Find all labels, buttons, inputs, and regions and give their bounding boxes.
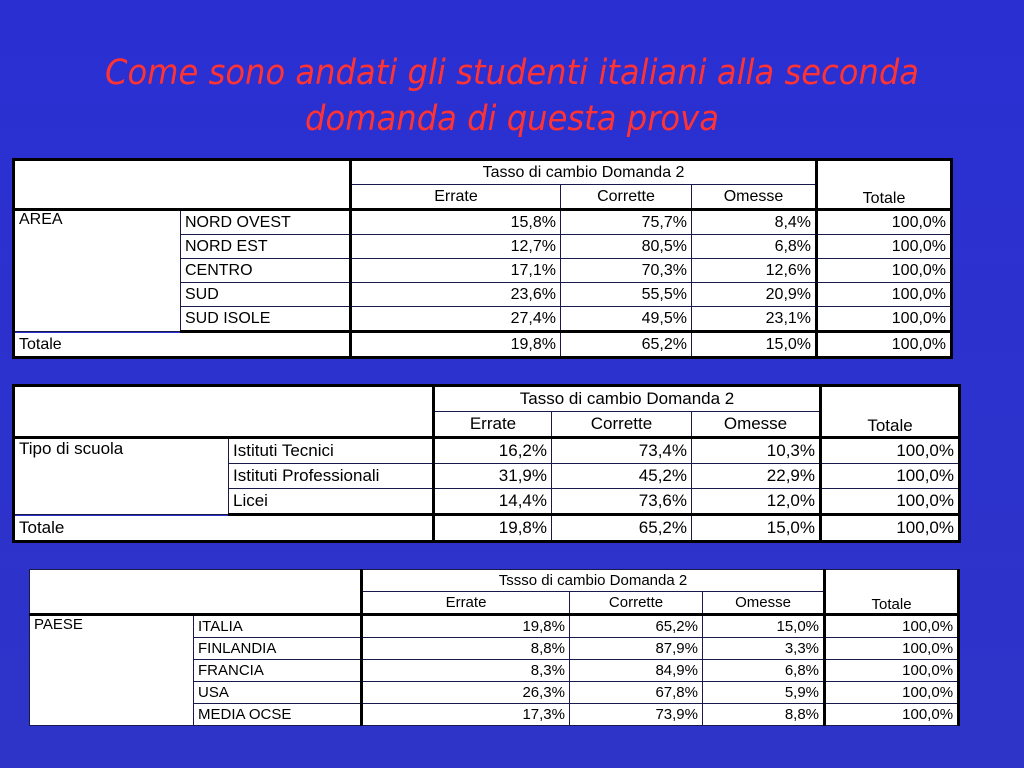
cell-errate: 14,4% [434,489,552,515]
table-row [14,438,960,464]
cell-errate: 17,3% [362,704,570,726]
cell-totale: 100,0% [821,515,960,542]
header-corner [14,386,434,438]
cell-errate: 19,8% [351,332,561,358]
header-corrette: Corrette [570,592,703,615]
table-paese [29,569,960,726]
cell-totale: 100,0% [817,283,952,307]
header-corner [30,570,362,615]
table-row [30,615,959,638]
cell-errate: 15,8% [351,210,561,235]
cell-omesse: 8,4% [692,210,817,235]
cell-totale: 100,0% [817,307,952,332]
category-label: AREA [14,210,181,332]
row-label: USA [194,682,362,704]
cell-corrette: 45,2% [552,464,692,489]
cell-omesse: 5,9% [703,682,825,704]
header-omesse: Omesse [703,592,825,615]
row-label: NORD OVEST [181,210,351,235]
cell-omesse: 6,8% [703,660,825,682]
cell-errate: 19,8% [434,515,552,542]
group-header: Tasso di cambio Domanda 2 [351,160,817,185]
row-label: SUD ISOLE [181,307,351,332]
cell-totale: 100,0% [817,332,952,358]
cell-omesse: 20,9% [692,283,817,307]
total-row [14,515,960,542]
row-label: FINLANDIA [194,638,362,660]
header-totale: Totale [817,160,952,210]
cell-corrette: 65,2% [552,515,692,542]
cell-corrette: 65,2% [561,332,692,358]
cell-omesse: 15,0% [692,515,821,542]
row-label: NORD EST [181,235,351,259]
row-label: Istituti Tecnici [229,438,434,464]
cell-corrette: 49,5% [561,307,692,332]
cell-totale: 100,0% [825,682,959,704]
total-row-label: Totale [14,332,351,358]
header-omesse: Omesse [692,185,817,210]
cell-omesse: 12,6% [692,259,817,283]
cell-corrette: 84,9% [570,660,703,682]
cell-errate: 8,3% [362,660,570,682]
slide-title-line-1: Come sono andati gli studenti italiani alla seconda [104,53,920,93]
cell-errate: 16,2% [434,438,552,464]
row-label: Licei [229,489,434,515]
cell-totale: 100,0% [825,704,959,726]
row-label: MEDIA OCSE [194,704,362,726]
cell-omesse: 6,8% [692,235,817,259]
cell-corrette: 73,9% [570,704,703,726]
cell-corrette: 55,5% [561,283,692,307]
row-label: SUD [181,283,351,307]
total-row [14,332,952,358]
cell-omesse: 12,0% [692,489,821,515]
header-totale: Totale [821,386,960,438]
cell-omesse: 15,0% [703,615,825,638]
row-label: ITALIA [194,615,362,638]
cell-errate: 31,9% [434,464,552,489]
group-header: Tssso di cambio Domanda 2 [362,570,825,592]
group-header: Tasso di cambio Domanda 2 [434,386,821,412]
cell-omesse: 10,3% [692,438,821,464]
row-label: CENTRO [181,259,351,283]
table-row [14,210,952,235]
cell-omesse: 23,1% [692,307,817,332]
table-tipo-scuola [12,384,961,543]
cell-errate: 26,3% [362,682,570,704]
header-omesse: Omesse [692,412,821,438]
cell-totale: 100,0% [825,615,959,638]
cell-totale: 100,0% [821,438,960,464]
cell-corrette: 75,7% [561,210,692,235]
cell-corrette: 73,6% [552,489,692,515]
row-label: Istituti Professionali [229,464,434,489]
header-corrette: Corrette [552,412,692,438]
header-errate: Errate [362,592,570,615]
table-area [12,158,953,359]
slide-title [41,50,983,142]
cell-totale: 100,0% [825,660,959,682]
cell-errate: 17,1% [351,259,561,283]
cell-omesse: 22,9% [692,464,821,489]
cell-errate: 23,6% [351,283,561,307]
header-corner [14,160,351,210]
header-errate: Errate [351,185,561,210]
cell-errate: 19,8% [362,615,570,638]
cell-corrette: 67,8% [570,682,703,704]
cell-corrette: 65,2% [570,615,703,638]
cell-totale: 100,0% [825,638,959,660]
slide-title-line-2: domanda di questa prova [305,99,719,139]
cell-omesse: 3,3% [703,638,825,660]
cell-totale: 100,0% [817,210,952,235]
category-label: Tipo di scuola [14,438,229,515]
cell-totale: 100,0% [817,259,952,283]
cell-errate: 27,4% [351,307,561,332]
cell-totale: 100,0% [821,489,960,515]
category-label: PAESE [30,615,194,726]
cell-corrette: 70,3% [561,259,692,283]
cell-totale: 100,0% [821,464,960,489]
header-errate: Errate [434,412,552,438]
row-label: FRANCIA [194,660,362,682]
cell-omesse: 15,0% [692,332,817,358]
cell-corrette: 73,4% [552,438,692,464]
cell-errate: 8,8% [362,638,570,660]
header-corrette: Corrette [561,185,692,210]
cell-totale: 100,0% [817,235,952,259]
total-row-label: Totale [14,515,434,542]
cell-errate: 12,7% [351,235,561,259]
cell-corrette: 80,5% [561,235,692,259]
cell-omesse: 8,8% [703,704,825,726]
header-totale: Totale [825,570,959,615]
cell-corrette: 87,9% [570,638,703,660]
